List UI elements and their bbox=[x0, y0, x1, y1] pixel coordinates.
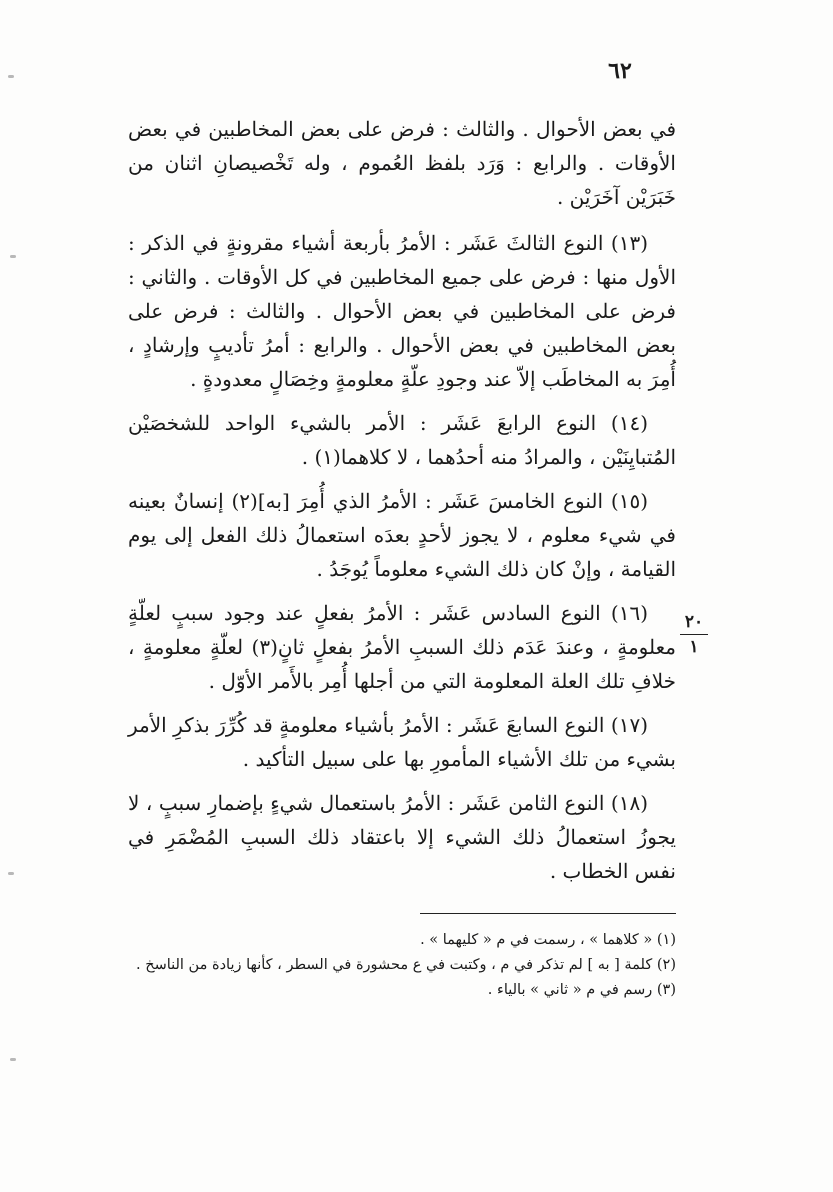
footnote-2: (٢) كلمة [ به ] لم تذكر في م ، وكتبت في ع محشورة في السطر ، كأنها زيادة من الناسخ . bbox=[135, 957, 676, 973]
paragraph-type-16: (١٦) النوع السادس عَشَر : الأمرُ بفعلٍ عند وجود سببٍ لعلّةٍ معلومةٍ ، وعندَ عَدَم ذلك السببِ الأمرُ بفعلٍ ثانٍ(٣) لعلّةٍ معلومةٍ ، خلافِ تلك العلة المعلومة التي من أجلها أُمِر بالأَمر الأوّل . bbox=[128, 601, 676, 693]
scan-speck bbox=[8, 75, 14, 78]
page-number: ٦٢ bbox=[608, 58, 632, 84]
paragraph-type-14: (١٤) النوع الرابعَ عَشَر : الأمر بالشيء الواحد للشخصَيْن المُتبايِنَيْن ، والمرادُ منه أحدُهما ، لا كلاهما(١) . bbox=[128, 411, 676, 469]
paragraph-type-18: (١٨) النوع الثامن عَشَر : الأمرُ باستعمال شيءٍ بإضمارِ سببٍ ، لا يجوزُ استعمالُ ذلك الشيء إلا باعتقاد ذلك السببِ المُضْمَرِ في نفس الخطاب . bbox=[128, 791, 676, 883]
paragraph-type-17: (١٧) النوع السابعَ عَشَر : الأمرُ بأشياء معلومةٍ قد كُرِّرَ بذكرِ الأمر بشيء من تلك الأشياء المأمورِ بها على سبيل التأكيد . bbox=[128, 713, 676, 771]
footnotes bbox=[128, 928, 676, 1003]
scan-speck bbox=[10, 1058, 16, 1061]
manuscript-folio-note bbox=[680, 612, 708, 657]
footnote-separator bbox=[420, 913, 676, 914]
footnote-1: (١) « كلاهما » ، رسمت في م « كليهما » . bbox=[420, 932, 676, 948]
footnote-3: (٣) رسم في م « ثاني » بالياء . bbox=[487, 982, 676, 998]
scan-speck bbox=[8, 872, 14, 875]
folio-number-bottom: ١ bbox=[689, 637, 699, 657]
main-text bbox=[128, 112, 676, 898]
paragraph-type-15: (١٥) النوع الخامسَ عَشَر : الأمرُ الذي أُمِرَ [به](٢) إنسانٌ بعينه في شيء معلوم ، لا يجوز لأحدٍ بعدَه استعمالُ ذلك الفعل إلى يوم القيامة ، وإنْ كان ذلك الشيء معلوماً يُوجَدُ . bbox=[128, 489, 676, 581]
paragraph-continuation: في بعض الأحوال . والثالث : فرض على بعض المخاطبين في بعض الأوقات . والرابع : وَرَد بلفظ العُموم ، وله تَخْصيصانِ اثنان من خَبَرَيْن آخَرَيْن . bbox=[128, 117, 676, 209]
scan-speck bbox=[10, 255, 16, 258]
folio-number-top: ٢٠ bbox=[680, 612, 708, 635]
paragraph-type-13: (١٣) النوع الثالثَ عَشَر : الأمرُ بأربعة أشياء مقرونةٍ في الذكر : الأول منها : فرض على جميع المخاطبين في كل الأوقات . والثاني : فرض على المخاطبين في بعض الأحوال . والثالث : فرض على بعض المخاطبين في بعض الأحوال . والرابع : أمرُ تأديبٍ وإرشادٍ ، أُمِرَ به المخاطَب إلاّ عند وجودِ علّةٍ معلومةٍ وخِصَالٍ معدودةٍ . bbox=[128, 231, 676, 391]
